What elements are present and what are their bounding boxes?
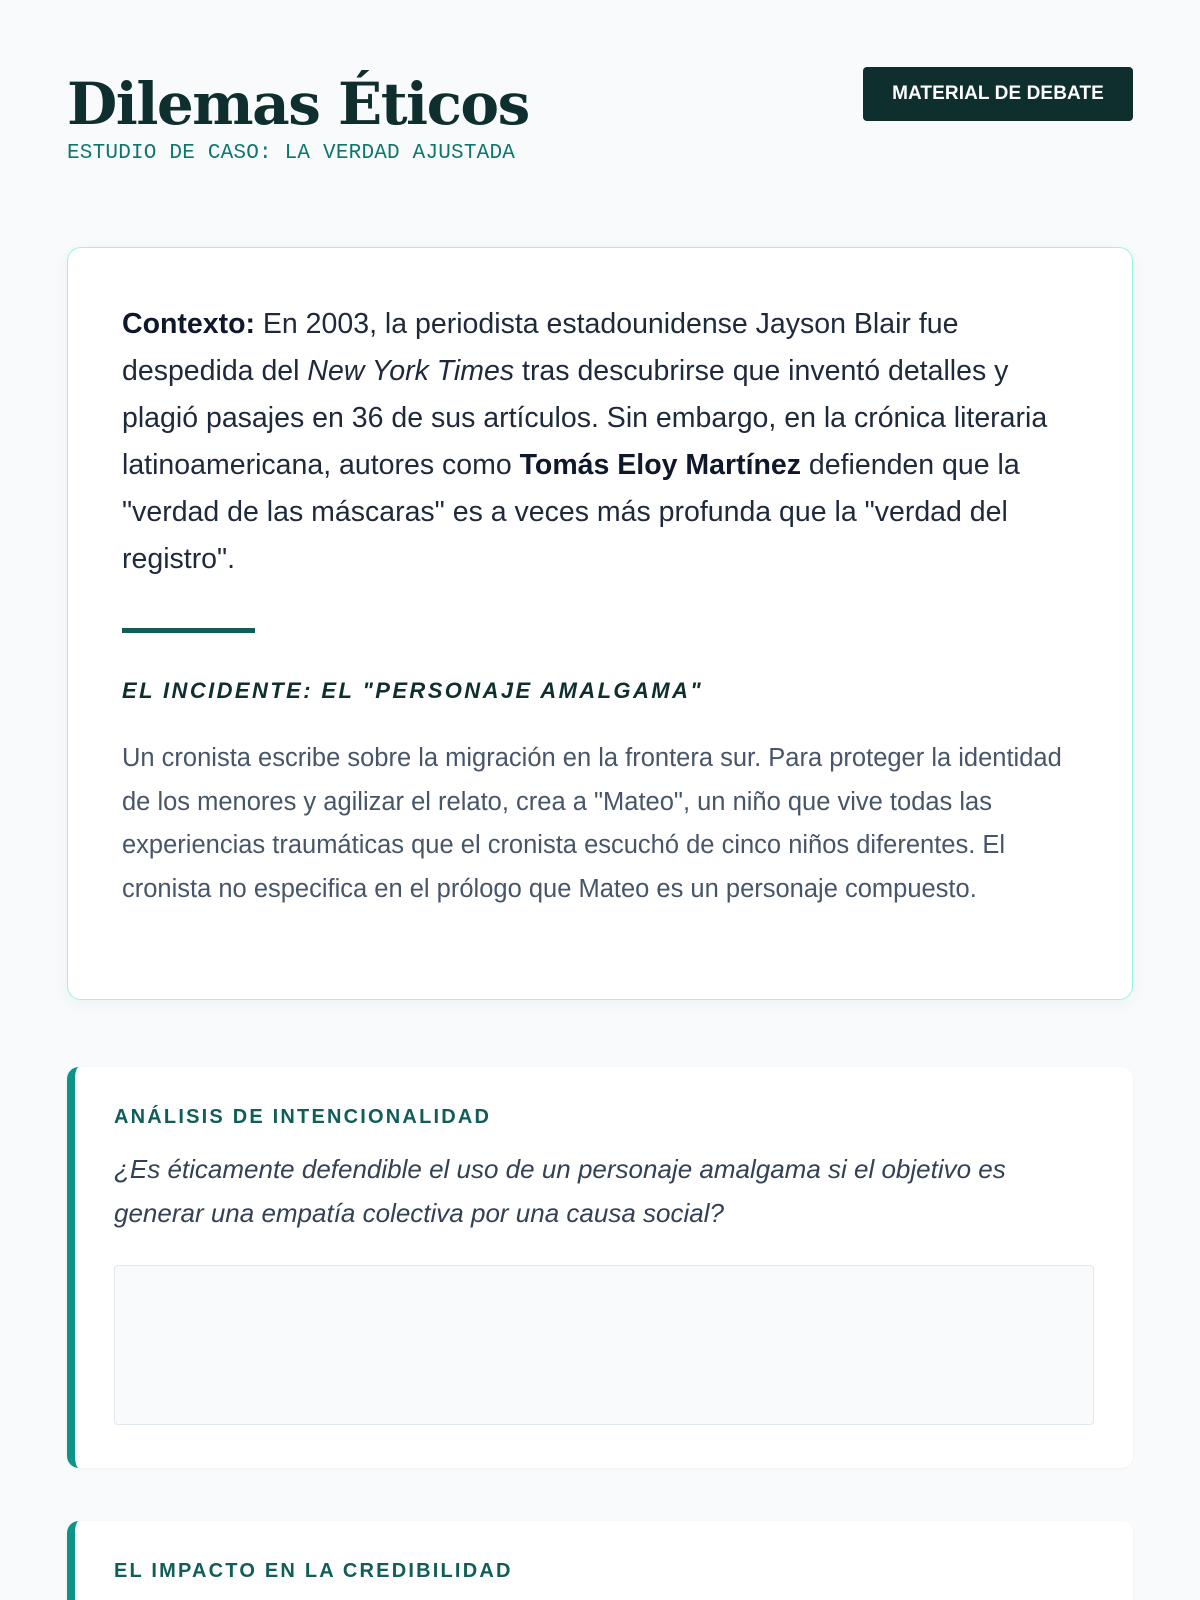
question-card-intentionality: [67, 1067, 1133, 1468]
page-title: Dilemas Éticos: [67, 70, 529, 138]
question-text: ¿Es éticamente defendible el uso de un personaje amalgama si el objetivo es generar una empatía colectiva por una causa social?: [114, 1154, 1006, 1228]
page-subtitle: ESTUDIO DE CASO: LA VERDAD AJUSTADA: [67, 142, 516, 165]
incident-text: Un cronista escribe sobre la migración en la frontera sur. Para proteger la identidad de los menores y agilizar el relato, crea a "Mateo", un niño que vive todas las experiencias traumáticas que el cronista escuchó de cinco niños diferentes. El cronista no especifica en el prólogo que Mateo es un personaje compuesto.: [122, 744, 1062, 903]
context-text-part-3: defienden que la "verdad de las máscaras" es a veces más profunda que la "verdad del registro".: [122, 449, 1020, 575]
page-header: [67, 0, 1133, 246]
answer-input[interactable]: [114, 1265, 1094, 1425]
publication-name: New York Times: [307, 355, 515, 387]
question-label: EL IMPACTO EN LA CREDIBILIDAD: [114, 1560, 513, 1582]
context-text-part-1: En 2003, la periodista estadounidense Jayson Blair fue despedida del: [122, 308, 959, 387]
context-label: Contexto:: [122, 308, 255, 340]
question-card-credibility: [67, 1521, 1133, 1600]
question-label: ANÁLISIS DE INTENCIONALIDAD: [114, 1106, 492, 1128]
debate-material-badge: MATERIAL DE DEBATE: [863, 67, 1133, 121]
context-paragraph: [122, 301, 1078, 583]
section-divider: [122, 628, 255, 633]
author-name: Tomás Eloy Martínez: [519, 449, 801, 481]
incident-heading: EL INCIDENTE: EL "PERSONAJE AMALGAMA": [122, 678, 704, 703]
context-text-part-2: tras descubrirse que inventó detalles y plagió pasajes en 36 de sus artículos. Sin embargo, en la crónica literaria latinoamericana, autores como: [122, 355, 1048, 481]
context-card: [67, 247, 1133, 1000]
